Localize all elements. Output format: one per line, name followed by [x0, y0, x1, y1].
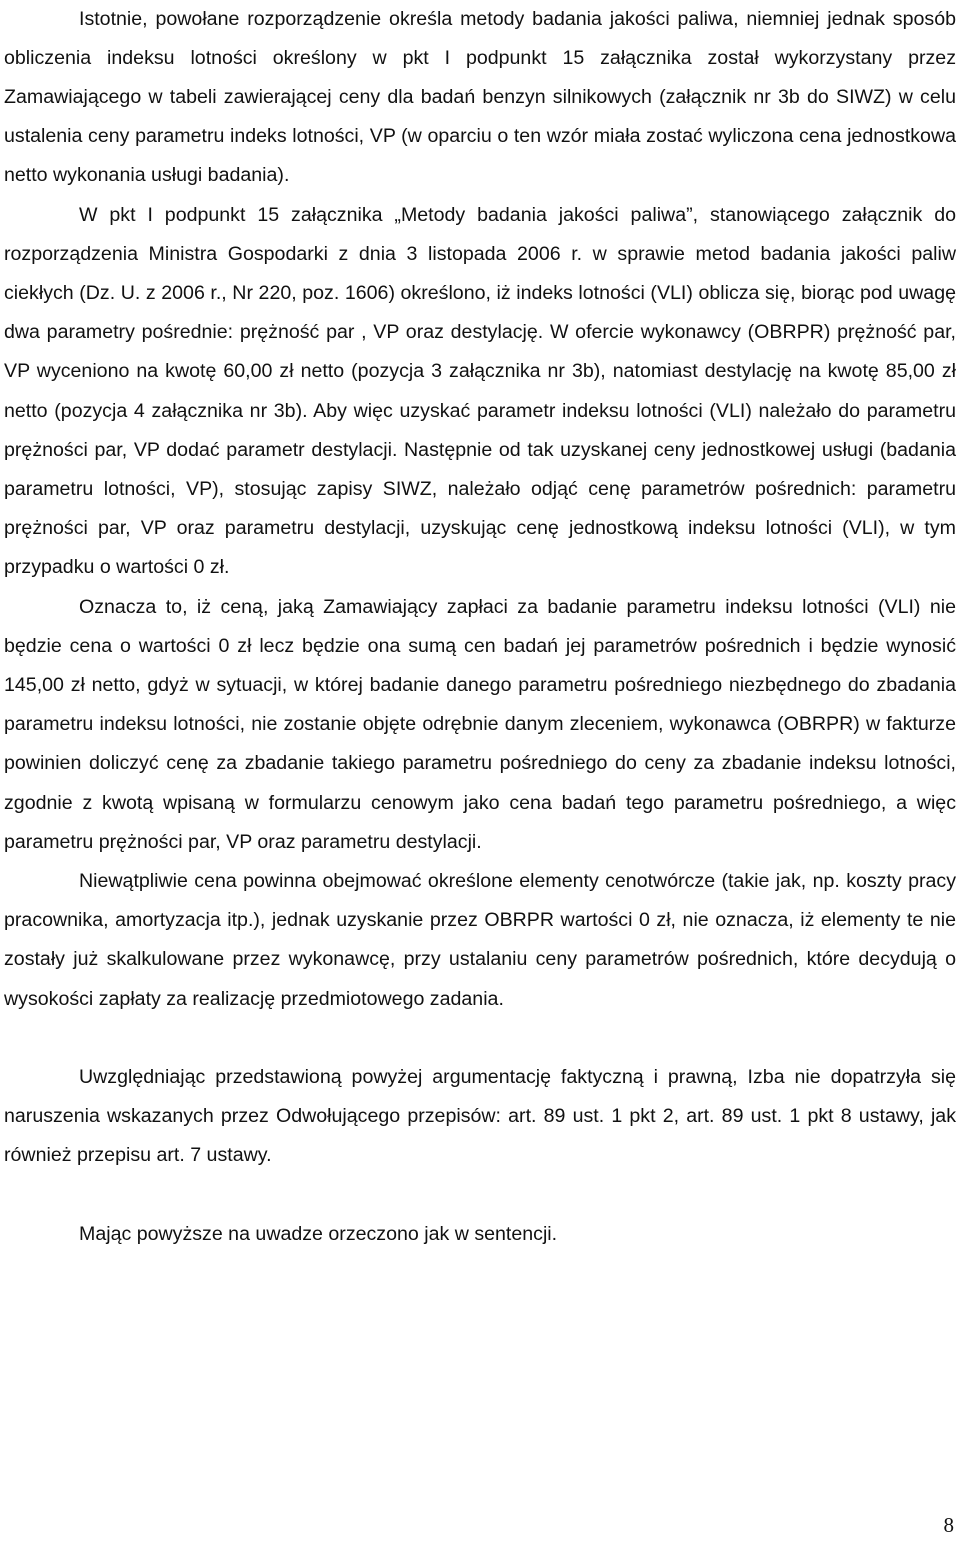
page-number: 8 — [943, 1513, 954, 1537]
paragraph-1: Istotnie, powołane rozporządzenie określa metody badania jakości paliwa, niemniej jednak sposób obliczenia indeksu lotności określony w pkt I podpunkt 15 załącznika został wykorzystany przez Zamawiającego w tabeli zawierającej ceny dla badań benzyn silnikowych (załącznik nr 3b do SIWZ) w celu ustalenia ceny parametru indeks lotności, VP (w oparciu o ten wzór miała zostać wyliczona cena jednostkowa netto wykonania usługi badania). — [4, 7, 956, 187]
paragraph-4: Niewątpliwie cena powinna obejmować określone elementy cenotwórcze (takie jak, np. koszty pracy pracownika, amortyzacja itp.), jednak uzyskanie przez OBRPR wartości 0 zł, nie oznacza, iż elementy te nie zostały już skalkulowane przez wykonawcę, przy ustalaniu ceny parametrów pośrednich, które decydują o wysokości zapłaty za realizację przedmiotowego zadania. — [4, 869, 956, 1010]
paragraph-6: Mając powyższe na uwadze orzeczono jak w sentencji. — [79, 1222, 558, 1245]
paragraph-3: Oznacza to, iż ceną, jaką Zamawiający zapłaci za badanie parametru indeksu lotności (VLI) nie będzie cena o wartości 0 zł lecz będzie ona sumą cen badań jej parametrów pośrednich i będzie wynosić 145,00 zł netto, gdyż w sytuacji, w której badanie danego parametru pośredniego niezbędnego do zbadania parametru indeksu lotności, nie zostanie objęte odrębnie danym zleceniem, wykonawca (OBRPR) w fakturze powinien doliczyć cenę za zbadanie takiego parametru pośredniego do ceny za zbadanie indeksu lotności, zgodnie z kwotą wpisaną w formularzu cenowym jako cena badań tego parametru pośredniego, a więc parametru prężności par, VP oraz parametru destylacji. — [4, 595, 956, 853]
paragraph-5: Uwzględniając przedstawioną powyżej argumentację faktyczną i prawną, Izba nie dopatrzyła się naruszenia wskazanych przez Odwołującego przepisów: art. 89 ust. 1 pkt 2, art. 89 ust. 1 pkt 8 ustawy, jak również przepisu art. 7 ustawy. — [4, 1065, 956, 1167]
paragraph-2: W pkt I podpunkt 15 załącznika „Metody badania jakości paliwa”, stanowiącego załącznik do rozporządzenia Ministra Gospodarki z dnia 3 listopada 2006 r. w sprawie metod badania jakości paliw ciekłych (Dz. U. z 2006 r., Nr 220, poz. 1606) określono, iż indeks lotności (VLI) oblicza się, biorąc pod uwagę dwa parametry pośrednie: prężność par , VP oraz destylację. W ofercie wykonawcy (OBRPR) prężność par, VP wyceniono na kwotę 60,00 zł netto (pozycja 3 załącznika nr 3b), natomiast destylację na kwotę 85,00 zł netto (pozycja 4 załącznika nr 3b). Aby więc uzyskać parametr indeksu lotności (VLI) należało do parametru prężności par, VP dodać parametr destylacji. Następnie od tak uzyskanej ceny jednostkowej usługi (badania parametru lotności, VP), stosując zapisy SIWZ, należało odjąć cenę parametrów pośrednich: parametru prężności par, VP oraz parametru destylacji, uzyskując cenę jednostkową indeksu lotności (VLI), w tym przypadku o wartości 0 zł. — [4, 203, 956, 579]
